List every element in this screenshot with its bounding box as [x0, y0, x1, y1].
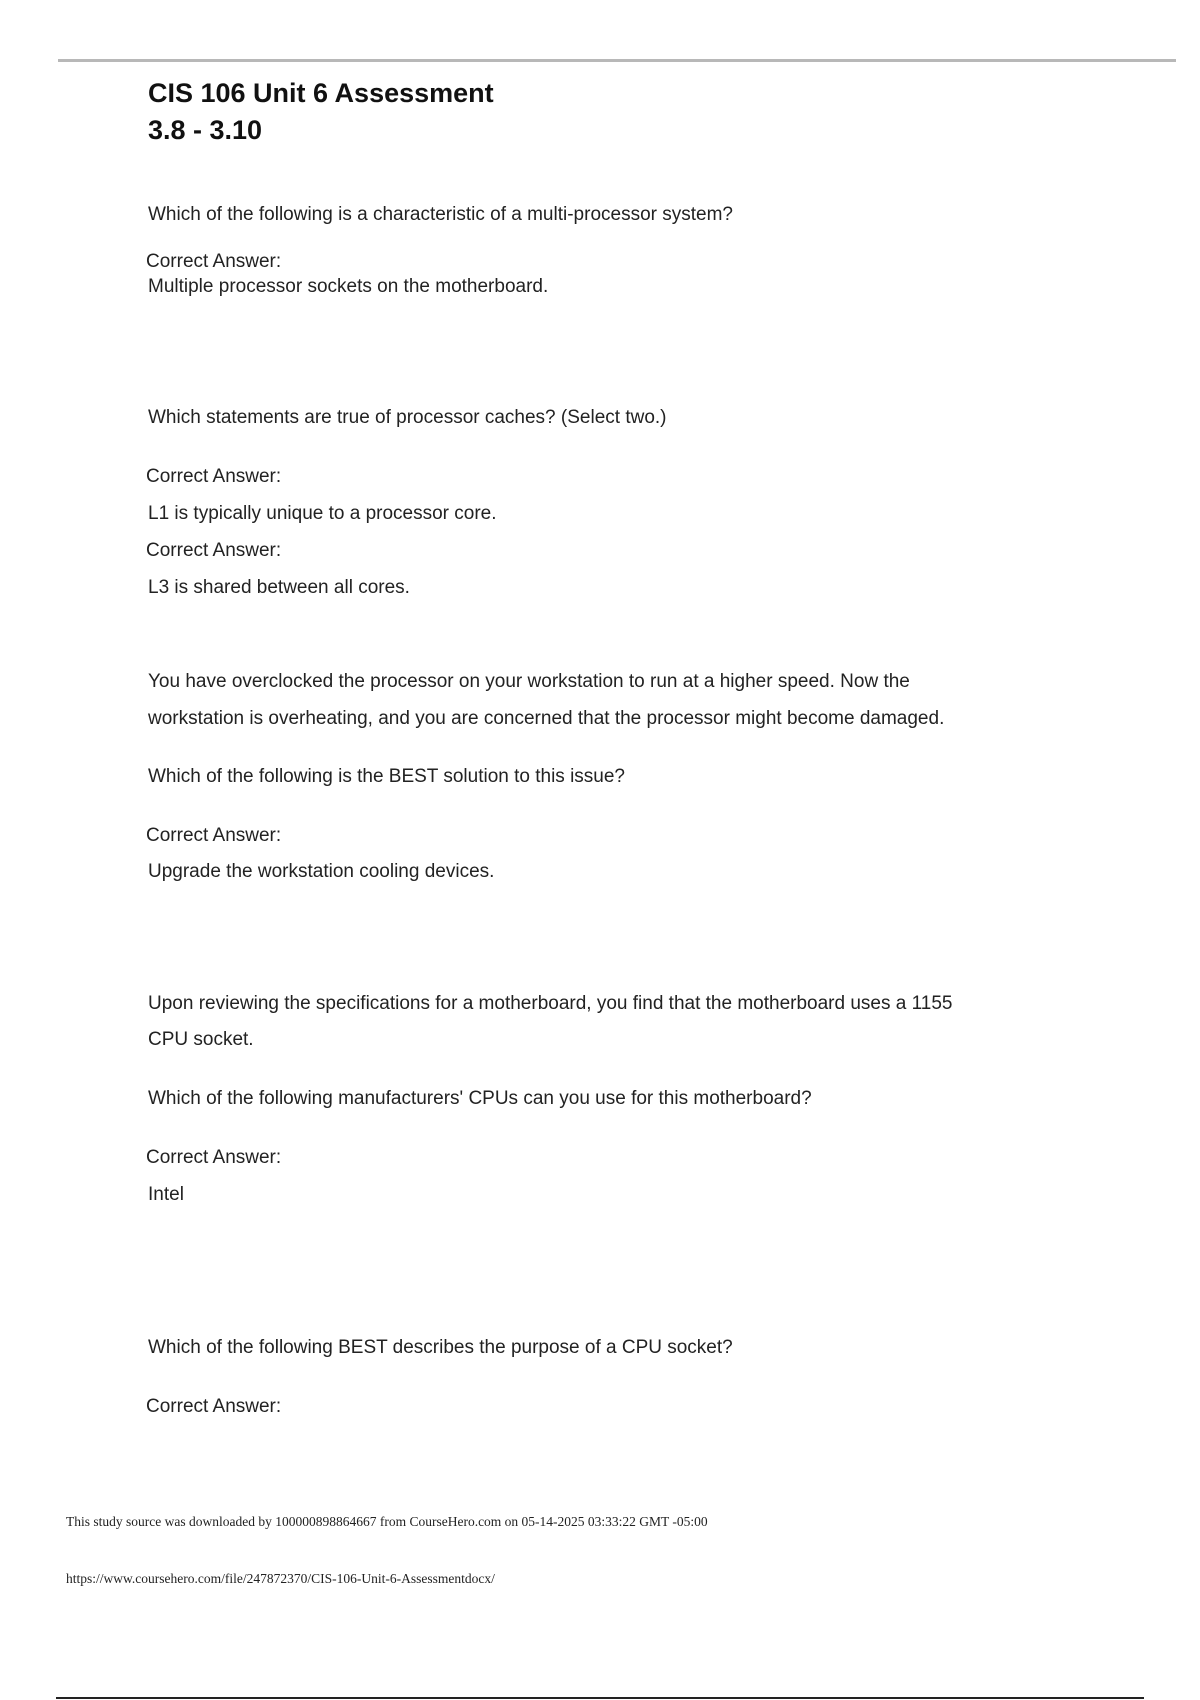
question-4-question: Which of the following manufacturers' CPUs can you use for this motherboard? — [148, 1088, 812, 1109]
question-2-answer-1: L1 is typically unique to a processor core. — [148, 503, 497, 524]
question-3-prompt-line-2: workstation is overheating, and you are concerned that the processor might become damaged. — [148, 708, 945, 729]
document-subtitle: 3.8 - 3.10 — [148, 115, 263, 145]
question-1-prompt: Which of the following is a characteristic of a multi-processor system? — [148, 204, 733, 225]
question-1-answer: Multiple processor sockets on the motherboard. — [148, 276, 549, 297]
question-3-answer: Upgrade the workstation cooling devices. — [148, 861, 495, 882]
question-5-prompt: Which of the following BEST describes the purpose of a CPU socket? — [148, 1337, 733, 1358]
question-2-answer-2: L3 is shared between all cores. — [148, 577, 410, 598]
question-4-answer-label: Correct Answer: — [146, 1147, 282, 1168]
question-3-question: Which of the following is the BEST solution to this issue? — [148, 766, 626, 787]
question-3-prompt-line-1: You have overclocked the processor on your workstation to run at a higher speed. Now the — [148, 671, 910, 692]
question-1-answer-label: Correct Answer: — [146, 251, 282, 272]
document-title: CIS 106 Unit 6 Assessment — [148, 78, 494, 108]
question-2-answer-2-label: Correct Answer: — [146, 540, 282, 561]
download-source-notice: This study source was downloaded by 100000898864667 from CourseHero.com on 05-14-2025 03:33:22 GMT -05:00 — [66, 1514, 708, 1529]
bottom-divider — [56, 1697, 1144, 1699]
source-url-link[interactable]: https://www.coursehero.com/file/247872370/CIS-106-Unit-6-Assessmentdocx/ — [66, 1571, 495, 1586]
question-2-answer-1-label: Correct Answer: — [146, 466, 282, 487]
question-4-prompt-line-1: Upon reviewing the specifications for a motherboard, you find that the motherboard uses a 1155 — [148, 993, 953, 1014]
top-divider — [58, 59, 1176, 62]
question-2-prompt: Which statements are true of processor caches? (Select two.) — [148, 407, 667, 428]
question-4-answer: Intel — [148, 1184, 184, 1205]
question-3-answer-label: Correct Answer: — [146, 825, 282, 846]
question-4-prompt-line-2: CPU socket. — [148, 1029, 254, 1050]
question-5-answer-label: Correct Answer: — [146, 1396, 282, 1417]
